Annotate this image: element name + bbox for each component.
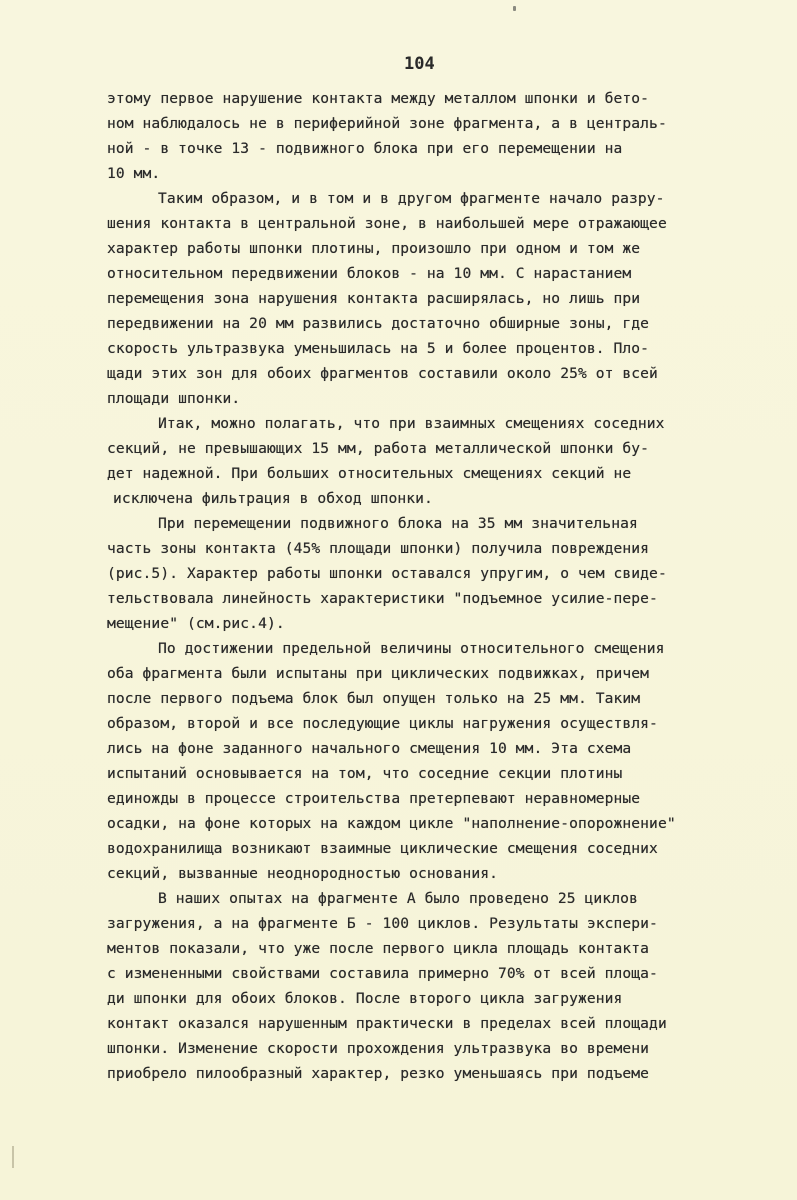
text-line-28: испытаний основывается на том, что соседние секции плотины <box>107 765 623 782</box>
text-line-5: Таким образом, и в том и в другом фрагменте начало разру- <box>158 190 665 207</box>
text-line-24: оба фрагмента были испытаны при циклических подвижках, причем <box>107 665 650 682</box>
text-line-36: с измененными свойствами составила примерно 70% от всей площа- <box>107 965 658 982</box>
text-line-8: относительном передвижении блоков - на 10 мм. С нарастанием <box>107 265 632 282</box>
text-line-37: ди шпонки для обоих блоков. После второго цикла загружения <box>107 990 623 1007</box>
text-line-9: перемещения зона нарушения контакта расширялась, но лишь при <box>107 290 641 307</box>
text-line-13: площади шпонки. <box>107 390 241 407</box>
text-line-1: этому первое нарушение контакта между металлом шпонки и бето- <box>107 90 650 107</box>
text-line-40: приобрело пилообразный характер, резко уменьшаясь при подъеме <box>107 1065 650 1082</box>
text-line-18: При перемещении подвижного блока на 35 мм значительная <box>158 515 638 532</box>
text-line-38: контакт оказался нарушенным практически в пределах всей площади <box>107 1015 667 1032</box>
page-number: 104 <box>404 54 435 74</box>
text-line-6: шения контакта в центральной зоне, в наибольшей мере отражающее <box>107 215 667 232</box>
text-line-17: исключена фильтрация в обход шпонки. <box>113 490 433 507</box>
text-line-31: водохранилища возникают взаимные циклические смещения соседних <box>107 840 658 857</box>
text-line-21: тельствовала линейность характеристики "подъемное усилие-пере- <box>107 590 658 607</box>
text-line-12: щади этих зон для обоих фрагментов составили около 25% от всей <box>107 365 658 382</box>
scan-speck <box>513 6 516 11</box>
text-line-35: ментов показали, что уже после первого цикла площадь контакта <box>107 940 650 957</box>
text-line-33: В наших опытах на фрагменте А было проведено 25 циклов <box>158 890 638 907</box>
text-line-11: скорость ультразвука уменьшилась на 5 и более процентов. Пло- <box>107 340 650 357</box>
text-line-32: секций, вызванные неоднородностью основания. <box>107 865 498 882</box>
text-line-20: (рис.5). Характер работы шпонки оставался упругим, о чем свиде- <box>107 565 667 582</box>
text-line-14: Итак, можно полагать, что при взаимных смещениях соседних <box>158 415 665 432</box>
text-line-34: загружения, а на фрагменте Б - 100 циклов. Результаты экспери- <box>107 915 658 932</box>
text-line-27: лись на фоне заданного начального смещения 10 мм. Эта схема <box>107 740 632 757</box>
scan-edge-mark <box>12 1146 14 1168</box>
text-line-19: часть зоны контакта (45% площади шпонки) получила повреждения <box>107 540 650 557</box>
text-line-25: после первого подъема блок был опущен только на 25 мм. Таким <box>107 690 641 707</box>
text-line-16: дет надежной. При больших относительных смещениях секций не <box>107 465 632 482</box>
text-line-3: ной - в точке 13 - подвижного блока при его перемещении на <box>107 140 623 157</box>
text-line-7: характер работы шпонки плотины, произошло при одном и том же <box>107 240 641 257</box>
text-line-26: образом, второй и все последующие циклы нагружения осуществля- <box>107 715 658 732</box>
text-line-2: ном наблюдалось не в периферийной зоне фрагмента, а в централь- <box>107 115 667 132</box>
text-line-29: единожды в процессе строительства претерпевают неравномерные <box>107 790 641 807</box>
text-line-23: По достижении предельной величины относительного смещения <box>158 640 665 657</box>
text-line-15: секций, не превышающих 15 мм, работа металлической шпонки бу- <box>107 440 650 457</box>
text-line-10: передвижении на 20 мм развились достаточно обширные зоны, где <box>107 315 650 332</box>
text-line-39: шпонки. Изменение скорости прохождения ультразвука во времени <box>107 1040 650 1057</box>
text-line-22: мещение" (см.рис.4). <box>107 615 285 632</box>
text-line-30: осадки, на фоне которых на каждом цикле "наполнение-опорожнение" <box>107 815 676 832</box>
text-line-4: 10 мм. <box>107 165 161 182</box>
